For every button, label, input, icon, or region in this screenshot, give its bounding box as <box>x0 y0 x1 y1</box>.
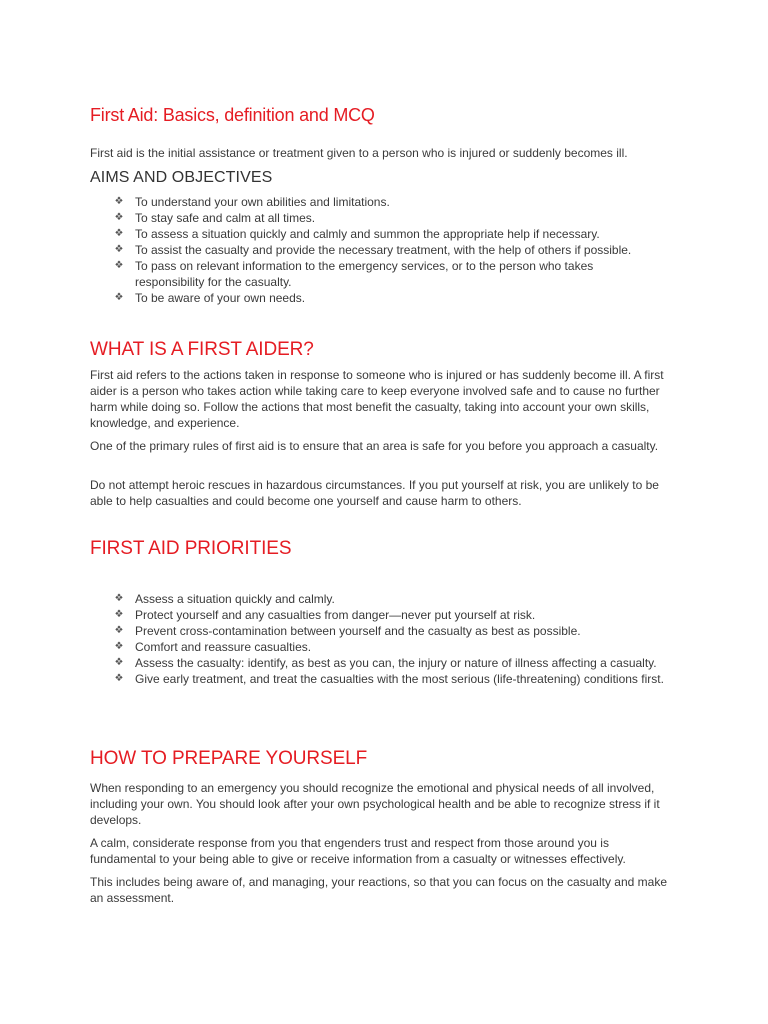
list-item: ❖ To understand your own abilities and limitations. <box>112 194 672 210</box>
prepare-paragraph-2: A calm, considerate response from you that engenders trust and respect from those around you is fundamental to your being able to give or receive information from a casualty or witnesses effectively. <box>90 836 626 866</box>
list-item: ❖ Protect yourself and any casualties from danger—never put yourself at risk. <box>112 607 672 623</box>
intro-paragraph: First aid is the initial assistance or treatment given to a person who is injured or suddenly becomes ill. <box>90 146 628 160</box>
priorities-list <box>112 591 672 687</box>
diamond-bullet-icon: ❖ <box>114 609 124 620</box>
list-item: ❖ To assist the casualty and provide the necessary treatment, with the help of others if possible. <box>112 242 672 258</box>
first-aider-heading: WHAT IS A FIRST AIDER? <box>90 339 314 360</box>
first-aider-paragraph-3: Do not attempt heroic rescues in hazardous circumstances. If you put yourself at risk, you are unlikely to be able to help casualties and could become one yourself and cause harm to others. <box>90 478 659 508</box>
prepare-paragraph-3: This includes being aware of, and managing, your reactions, so that you can focus on the casualty and make an assessment. <box>90 875 668 905</box>
aims-heading: AIMS AND OBJECTIVES <box>90 169 273 186</box>
first-aider-paragraph-1: First aid refers to the actions taken in response to someone who is injured or has suddenly become ill. A first aider is a person who takes action while taking care to keep everyone involved safe and to cause no further harm while doing so. Follow the actions that most benefit the casualty, taking into account your own skills, knowledge, and experience. <box>90 368 664 430</box>
diamond-bullet-icon: ❖ <box>114 625 124 636</box>
list-item: ❖ To stay safe and calm at all times. <box>112 210 672 226</box>
diamond-bullet-icon: ❖ <box>114 657 124 668</box>
list-item: ❖ To be aware of your own needs. <box>112 290 672 306</box>
diamond-bullet-icon: ❖ <box>114 641 124 652</box>
diamond-bullet-icon: ❖ <box>114 292 124 303</box>
prepare-paragraph-1: When responding to an emergency you should recognize the emotional and physical needs of all involved, including your own. You should look after your own psychological health and be able to recognize stress if it develops. <box>90 781 660 827</box>
aims-list <box>112 194 672 306</box>
list-item: ❖ Assess the casualty: identify, as best as you can, the injury or nature of illness affecting a casualty. <box>112 655 672 671</box>
list-item: ❖ Assess a situation quickly and calmly. <box>112 591 672 607</box>
first-aider-paragraph-2: One of the primary rules of first aid is to ensure that an area is safe for you before you approach a casualty. <box>90 439 659 453</box>
document-title: First Aid: Basics, definition and MCQ <box>90 105 375 125</box>
list-item: ❖ Comfort and reassure casualties. <box>112 639 672 655</box>
priorities-heading: FIRST AID PRIORITIES <box>90 538 292 559</box>
list-item: ❖ To assess a situation quickly and calmly and summon the appropriate help if necessary. <box>112 226 672 242</box>
prepare-heading: HOW TO PREPARE YOURSELF <box>90 748 368 769</box>
diamond-bullet-icon: ❖ <box>114 244 124 255</box>
list-item: ❖ Give early treatment, and treat the casualties with the most serious (life-threatening) conditions first. <box>112 671 672 687</box>
diamond-bullet-icon: ❖ <box>114 593 124 604</box>
diamond-bullet-icon: ❖ <box>114 212 124 223</box>
diamond-bullet-icon: ❖ <box>114 228 124 239</box>
diamond-bullet-icon: ❖ <box>114 260 124 271</box>
diamond-bullet-icon: ❖ <box>114 673 124 684</box>
diamond-bullet-icon: ❖ <box>114 196 124 207</box>
list-item: ❖ Prevent cross-contamination between yourself and the casualty as best as possible. <box>112 623 672 639</box>
list-item: ❖ To pass on relevant information to the emergency services, or to the person who takes responsibility for the casualty. <box>112 258 672 290</box>
